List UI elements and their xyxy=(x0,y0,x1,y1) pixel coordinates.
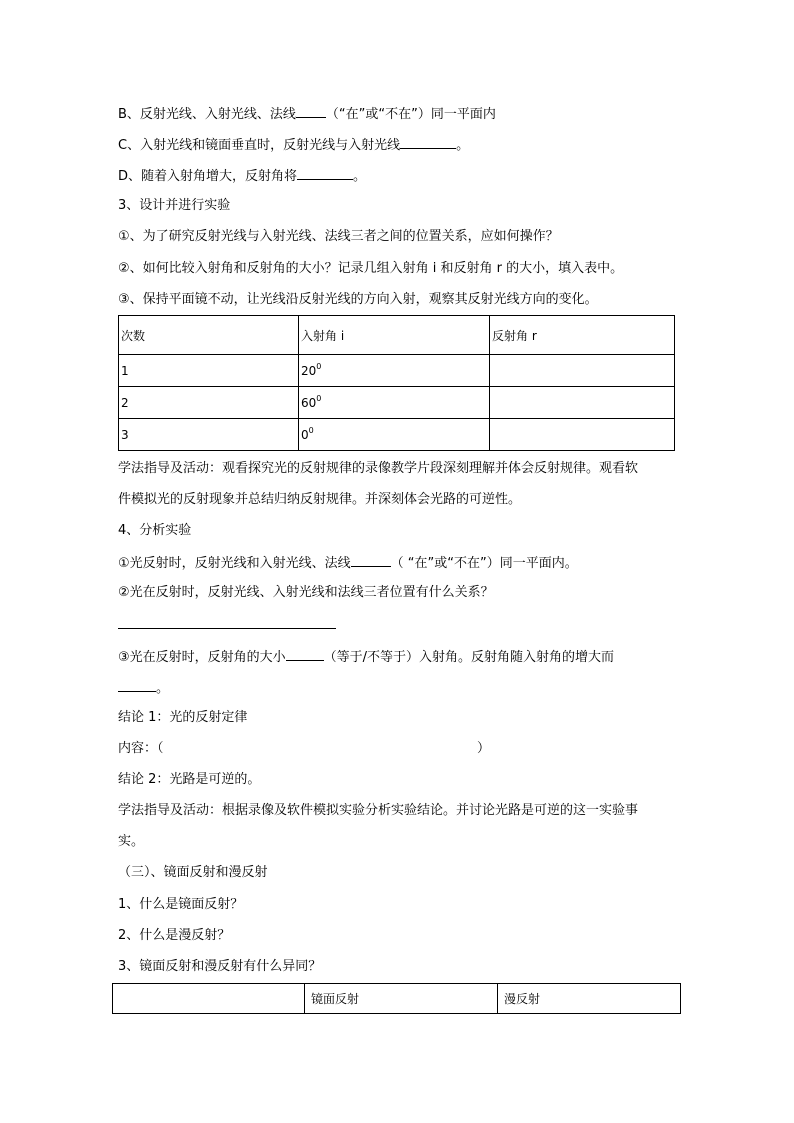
results-table xyxy=(118,315,675,451)
question-c: C、入射光线和镜面垂直时，反射光线与入射光线 。 xyxy=(118,135,469,155)
step-1: ①、为了研究反射光线与入射光线、法线三者之间的位置关系，应如何操作？ xyxy=(118,229,559,244)
conclusion-1: 结论 1：光的反射定律 xyxy=(118,710,248,725)
header-trial: 次数 xyxy=(119,316,299,355)
trial-number: 2 xyxy=(119,387,299,419)
analysis-3-cont: 。 xyxy=(118,678,169,698)
content-line: 内容：（ ） xyxy=(118,741,490,756)
header-incidence-angle: 入射角 i xyxy=(299,316,490,355)
header-blank xyxy=(113,984,305,1014)
analysis-3: ③光在反射时，反射角的大小 （等于/不等于）入射角。反射角随入射角的增大而 xyxy=(118,647,614,667)
analysis-2: ②光在反射时，反射光线、入射光线和法线三者位置有什么关系？ xyxy=(118,585,494,600)
header-diffuse: 漫反射 xyxy=(498,984,681,1014)
reflection-angle-input[interactable] xyxy=(490,355,675,387)
guide-1-line-1: 学法指导及活动：观看探究光的反射规律的录像教学片段深刻理解并体会反射规律。观看软 xyxy=(118,461,639,476)
section-4-heading: 4、分析实验 xyxy=(118,523,192,538)
answer-blank[interactable] xyxy=(286,647,324,661)
incidence-angle-cell: $60^0$ xyxy=(299,387,490,419)
question-1: 1、什么是镜面反射？ xyxy=(118,897,244,912)
part-3-heading: （三）、镜面反射和漫反射 xyxy=(118,865,268,880)
incidence-angle-cell: $0^0$ xyxy=(299,419,490,451)
answer-blank[interactable] xyxy=(297,166,353,180)
guide-1-line-2: 件模拟光的反射现象并总结归纳反射规律。并深刻体会光路的可逆性。 xyxy=(118,492,522,507)
guide-2-line-1: 学法指导及活动：根据录像及软件模拟实验分析实验结论。并讨论光路是可逆的这一实验事 xyxy=(118,803,639,818)
trial-number: 1 xyxy=(119,355,299,387)
answer-line[interactable] xyxy=(118,628,336,629)
header-reflection-angle: 反射角 r xyxy=(490,316,675,355)
trial-number: 3 xyxy=(119,419,299,451)
reflection-angle-input[interactable] xyxy=(490,387,675,419)
answer-blank[interactable] xyxy=(296,104,326,118)
answer-blank[interactable] xyxy=(118,678,156,692)
answer-blank[interactable] xyxy=(351,553,391,567)
analysis-1: ①光反射时，反射光线和入射光线、法线 （ “在”或“不在”）同一平面内。 xyxy=(118,553,578,573)
reflection-angle-input[interactable] xyxy=(490,419,675,451)
answer-blank[interactable] xyxy=(400,135,456,149)
question-2: 2、什么是漫反射？ xyxy=(118,928,231,943)
question-b: B、反射光线、入射光线、法线 （“在”或“不在”）同一平面内 xyxy=(118,104,496,124)
conclusion-2: 结论 2：光路是可逆的。 xyxy=(118,772,261,787)
step-2: ②、如何比较入射角和反射角的大小？记录几组入射角 i 和反射角 r 的大小，填入表中。 xyxy=(118,261,624,276)
incidence-angle-cell: $20^0$ xyxy=(299,355,490,387)
section-3-heading: 3、设计并进行实验 xyxy=(118,198,231,213)
header-specular: 镜面反射 xyxy=(305,984,498,1014)
step-3: ③、保持平面镜不动，让光线沿反射光线的方向入射，观察其反射光线方向的变化。 xyxy=(118,292,598,307)
question-d: D、随着入射角增大，反射角将 。 xyxy=(118,166,366,186)
question-3: 3、镜面反射和漫反射有什么异同？ xyxy=(118,959,322,974)
comparison-table xyxy=(112,983,681,1014)
guide-2-line-2: 实。 xyxy=(118,834,145,849)
